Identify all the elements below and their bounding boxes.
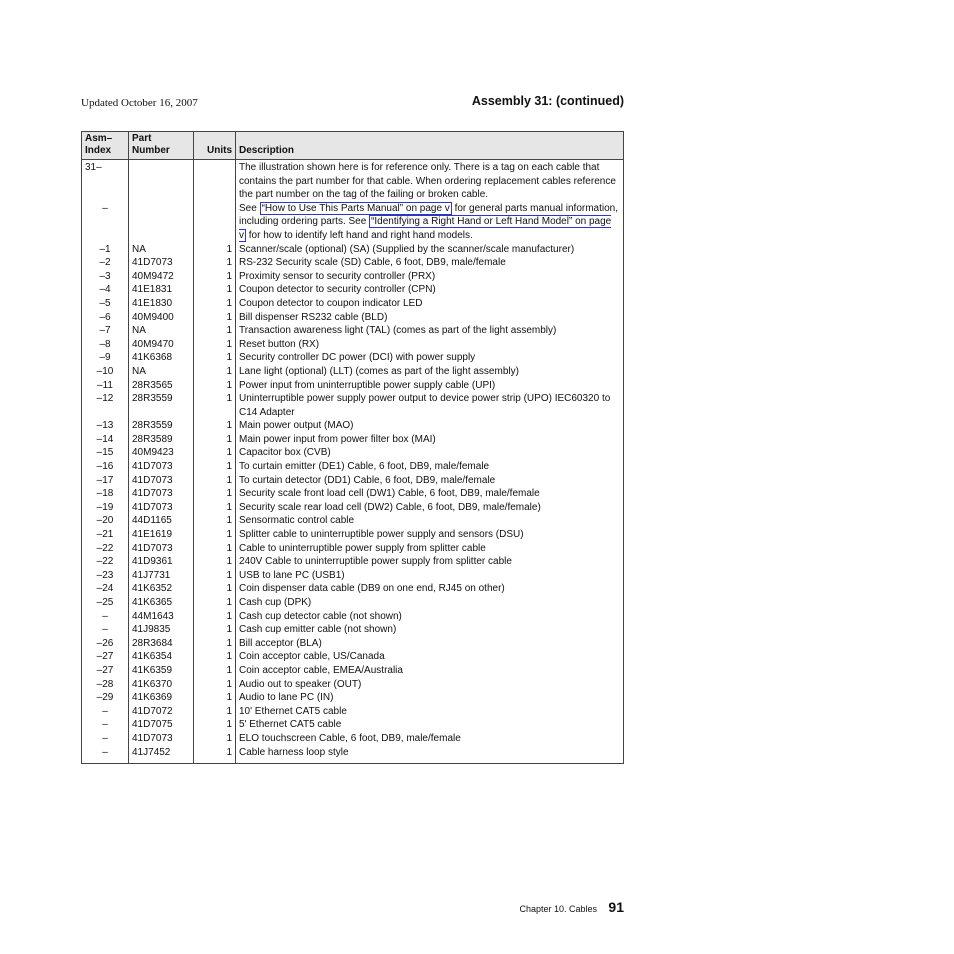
- row-description: To curtain detector (DD1) Cable, 6 foot, DB9, male/female: [236, 474, 624, 488]
- row-index: –12: [82, 392, 129, 419]
- row-units: 1: [194, 596, 236, 610]
- row-units: [194, 160, 236, 202]
- row-units: 1: [194, 311, 236, 325]
- row-description: Coin acceptor cable, US/Canada: [236, 650, 624, 664]
- row-units: 1: [194, 338, 236, 352]
- table-row: [82, 650, 624, 664]
- row-part-number: 41D7073: [129, 542, 194, 556]
- row-units: 1: [194, 474, 236, 488]
- row-description: Coin acceptor cable, EMEA/Australia: [236, 664, 624, 678]
- table-row: [82, 596, 624, 610]
- row-part-number: 41K6352: [129, 582, 194, 596]
- row-description: Power input from uninterruptible power supply cable (UPI): [236, 379, 624, 393]
- row-part-number: 41D7073: [129, 501, 194, 515]
- col-asm-index-line2: Index: [85, 145, 112, 156]
- row-description: RS-232 Security scale (SD) Cable, 6 foot, DB9, male/female: [236, 256, 624, 270]
- row-part-number: 28R3559: [129, 392, 194, 419]
- row-description: Coupon detector to security controller (CPN): [236, 283, 624, 297]
- row-part-number: 41D7072: [129, 705, 194, 719]
- row-part-number: 28R3589: [129, 433, 194, 447]
- row-description: Coin dispenser data cable (DB9 on one end, RJ45 on other): [236, 582, 624, 596]
- row-units: 1: [194, 637, 236, 651]
- row-part-number: NA: [129, 243, 194, 257]
- row-description: Security scale front load cell (DW1) Cable, 6 foot, DB9, male/female: [236, 487, 624, 501]
- row-units: 1: [194, 297, 236, 311]
- table-row: [82, 311, 624, 325]
- row-index: –14: [82, 433, 129, 447]
- table-row: [82, 623, 624, 637]
- row-index: –25: [82, 596, 129, 610]
- row-part-number: 40M9400: [129, 311, 194, 325]
- table-row: [82, 542, 624, 556]
- table-row: [82, 324, 624, 338]
- row-units: 1: [194, 270, 236, 284]
- row-description: Cash cup emitter cable (not shown): [236, 623, 624, 637]
- row-description: [236, 202, 624, 243]
- row-units: 1: [194, 365, 236, 379]
- row-index: –29: [82, 691, 129, 705]
- table-header-row: [82, 132, 624, 160]
- table-row: [82, 582, 624, 596]
- table-row: [82, 732, 624, 746]
- row-units: 1: [194, 718, 236, 732]
- table-row: [82, 433, 624, 447]
- row-part-number: 41D7073: [129, 256, 194, 270]
- row-description: USB to lane PC (USB1): [236, 569, 624, 583]
- table-row: [82, 691, 624, 705]
- row-part-number: 28R3684: [129, 637, 194, 651]
- row-part-number: 44M1643: [129, 610, 194, 624]
- row-units: 1: [194, 691, 236, 705]
- row-part-number: 41K6365: [129, 596, 194, 610]
- link-identifying-model[interactable]: “Identifying a Right Hand or Left Hand Model” on page v: [239, 216, 612, 241]
- col-part-number-line2: Number: [132, 145, 170, 156]
- row-part-number: NA: [129, 324, 194, 338]
- row-part-number: 40M9470: [129, 338, 194, 352]
- row-part-number: 41J7731: [129, 569, 194, 583]
- row-units: 1: [194, 623, 236, 637]
- row-index: –6: [82, 311, 129, 325]
- row-part-number: 28R3559: [129, 419, 194, 433]
- table-row: [82, 664, 624, 678]
- row-part-number: 41D7073: [129, 460, 194, 474]
- table-row: [82, 528, 624, 542]
- table-row: [82, 746, 624, 764]
- row-units: 1: [194, 650, 236, 664]
- row-units: [194, 202, 236, 243]
- row-part-number: 41K6370: [129, 678, 194, 692]
- row-units: 1: [194, 610, 236, 624]
- row-description: Bill dispenser RS232 cable (BLD): [236, 311, 624, 325]
- row-index: –: [82, 610, 129, 624]
- row-description: Uninterruptible power supply power output to device power strip (UPO) IEC60320 to C14 Adapter: [236, 392, 624, 419]
- row-index: –: [82, 202, 129, 243]
- row-index: –: [82, 732, 129, 746]
- row-description: Scanner/scale (optional) (SA) (Supplied by the scanner/scale manufacturer): [236, 243, 624, 257]
- row-description: ELO touchscreen Cable, 6 foot, DB9, male/female: [236, 732, 624, 746]
- table-row: [82, 365, 624, 379]
- row-description: Transaction awareness light (TAL) (comes as part of the light assembly): [236, 324, 624, 338]
- table-row: [82, 487, 624, 501]
- row-units: 1: [194, 528, 236, 542]
- row-description: 5' Ethernet CAT5 cable: [236, 718, 624, 732]
- table-row: [82, 338, 624, 352]
- row-description: Cable harness loop style: [236, 746, 624, 764]
- row-units: 1: [194, 678, 236, 692]
- row-index: –5: [82, 297, 129, 311]
- table-row: [82, 555, 624, 569]
- see-text-pre: See: [239, 202, 260, 214]
- row-part-number: 41J7452: [129, 746, 194, 764]
- table-row: [82, 569, 624, 583]
- row-units: 1: [194, 392, 236, 419]
- table-row: [82, 446, 624, 460]
- row-units: 1: [194, 460, 236, 474]
- row-units: 1: [194, 283, 236, 297]
- table-row: [82, 256, 624, 270]
- col-asm-index-line1: Asm–: [85, 133, 113, 144]
- row-index: –15: [82, 446, 129, 460]
- row-part-number: 41K6368: [129, 351, 194, 365]
- footer-chapter: Chapter 10. Cables: [519, 904, 597, 914]
- row-units: 1: [194, 446, 236, 460]
- table-row-intro: [82, 160, 624, 202]
- row-index: –20: [82, 514, 129, 528]
- table-row: [82, 379, 624, 393]
- col-part-number: [129, 132, 194, 160]
- col-asm-index: [82, 132, 129, 160]
- row-index: –9: [82, 351, 129, 365]
- row-part-number: 41D7075: [129, 718, 194, 732]
- row-units: 1: [194, 746, 236, 764]
- row-part-number: 40M9423: [129, 446, 194, 460]
- row-units: 1: [194, 501, 236, 515]
- table-row: [82, 460, 624, 474]
- row-part-number: 41D7073: [129, 487, 194, 501]
- row-index: –23: [82, 569, 129, 583]
- row-index: –: [82, 705, 129, 719]
- row-units: 1: [194, 487, 236, 501]
- table-row: [82, 283, 624, 297]
- row-index: –1: [82, 243, 129, 257]
- row-units: 1: [194, 514, 236, 528]
- row-units: 1: [194, 351, 236, 365]
- row-index: –2: [82, 256, 129, 270]
- table-row: [82, 610, 624, 624]
- row-description: Cable to uninterruptible power supply from splitter cable: [236, 542, 624, 556]
- row-part-number: 41E1831: [129, 283, 194, 297]
- row-index: –16: [82, 460, 129, 474]
- row-index: –7: [82, 324, 129, 338]
- row-description: Main power input from power filter box (MAI): [236, 433, 624, 447]
- row-index: –3: [82, 270, 129, 284]
- row-description: To curtain emitter (DE1) Cable, 6 foot, DB9, male/female: [236, 460, 624, 474]
- row-part-number: 41K6354: [129, 650, 194, 664]
- assembly-title: Assembly 31: (continued): [471, 94, 624, 108]
- row-description: Audio to lane PC (IN): [236, 691, 624, 705]
- row-index: –21: [82, 528, 129, 542]
- row-index: –24: [82, 582, 129, 596]
- link-how-to-use-manual[interactable]: “How to Use This Parts Manual” on page v: [261, 202, 450, 214]
- row-description: Audio out to speaker (OUT): [236, 678, 624, 692]
- row-units: 1: [194, 256, 236, 270]
- parts-table: [81, 131, 624, 764]
- table-row: [82, 637, 624, 651]
- row-index: –13: [82, 419, 129, 433]
- row-part-number: 41J9835: [129, 623, 194, 637]
- row-units: 1: [194, 379, 236, 393]
- row-description: Lane light (optional) (LLT) (comes as part of the light assembly): [236, 365, 624, 379]
- see-text-mid: for general parts manual information, including ordering parts. See: [239, 202, 619, 228]
- row-description: Sensormatic control cable: [236, 514, 624, 528]
- row-part-number: 41D7073: [129, 474, 194, 488]
- row-index: –: [82, 718, 129, 732]
- row-index: –27: [82, 650, 129, 664]
- row-index: –22: [82, 542, 129, 556]
- row-index: –: [82, 623, 129, 637]
- row-part-number: 41E1619: [129, 528, 194, 542]
- row-index: –19: [82, 501, 129, 515]
- row-index: –22: [82, 555, 129, 569]
- row-part-number: NA: [129, 365, 194, 379]
- table-row: [82, 678, 624, 692]
- row-part-number: 41D7073: [129, 732, 194, 746]
- table-row: [82, 270, 624, 284]
- row-description: Cash cup (DPK): [236, 596, 624, 610]
- row-description: Bill acceptor (BLA): [236, 637, 624, 651]
- row-part-number: 41K6369: [129, 691, 194, 705]
- row-part-number: [129, 160, 194, 202]
- row-description: Reset button (RX): [236, 338, 624, 352]
- table-row: [82, 351, 624, 365]
- row-units: 1: [194, 542, 236, 556]
- row-index: –27: [82, 664, 129, 678]
- row-description: Cash cup detector cable (not shown): [236, 610, 624, 624]
- row-part-number: 40M9472: [129, 270, 194, 284]
- row-units: 1: [194, 569, 236, 583]
- row-index: –17: [82, 474, 129, 488]
- row-description: Coupon detector to coupon indicator LED: [236, 297, 624, 311]
- row-units: 1: [194, 582, 236, 596]
- row-index: –: [82, 746, 129, 764]
- updated-date: Updated October 16, 2007: [81, 97, 198, 109]
- row-part-number: 41E1830: [129, 297, 194, 311]
- row-description: Security scale rear load cell (DW2) Cable, 6 foot, DB9, male/female): [236, 501, 624, 515]
- row-units: 1: [194, 732, 236, 746]
- see-text-post: for how to identify left hand and right hand models.: [246, 229, 473, 241]
- row-description: The illustration shown here is for reference only. There is a tag on each cable that contains the part number for that cable. When ordering replacement cables reference the part number on the tag of the failing or broken cable.: [236, 160, 624, 202]
- row-description: 240V Cable to uninterruptible power supply from splitter cable: [236, 555, 624, 569]
- row-units: 1: [194, 419, 236, 433]
- row-units: 1: [194, 324, 236, 338]
- row-index: –28: [82, 678, 129, 692]
- col-part-number-line1: Part: [132, 133, 152, 144]
- row-part-number: 44D1165: [129, 514, 194, 528]
- row-description: 10' Ethernet CAT5 cable: [236, 705, 624, 719]
- row-index: –26: [82, 637, 129, 651]
- table-row-see: [82, 202, 624, 243]
- row-description: Splitter cable to uninterruptible power supply and sensors (DSU): [236, 528, 624, 542]
- row-description: Proximity sensor to security controller (PRX): [236, 270, 624, 284]
- row-units: 1: [194, 705, 236, 719]
- row-index: –8: [82, 338, 129, 352]
- row-description: Main power output (MAO): [236, 419, 624, 433]
- row-part-number: 41D9361: [129, 555, 194, 569]
- page-number: 91: [608, 899, 624, 915]
- row-part-number: 28R3565: [129, 379, 194, 393]
- row-part-number: 41K6359: [129, 664, 194, 678]
- row-index: –10: [82, 365, 129, 379]
- row-description: Security controller DC power (DCI) with power supply: [236, 351, 624, 365]
- row-index: –18: [82, 487, 129, 501]
- row-index: –4: [82, 283, 129, 297]
- table-row: [82, 392, 624, 419]
- row-index: –11: [82, 379, 129, 393]
- table-row: [82, 419, 624, 433]
- table-row: [82, 705, 624, 719]
- col-description: Description: [236, 132, 624, 160]
- row-units: 1: [194, 243, 236, 257]
- table-row: [82, 243, 624, 257]
- row-part-number: [129, 202, 194, 243]
- table-row: [82, 297, 624, 311]
- row-units: 1: [194, 555, 236, 569]
- col-units: Units: [194, 132, 236, 160]
- table-row: [82, 501, 624, 515]
- row-units: 1: [194, 433, 236, 447]
- table-row: [82, 474, 624, 488]
- row-units: 1: [194, 664, 236, 678]
- table-row: [82, 514, 624, 528]
- row-index: 31–: [82, 160, 129, 202]
- table-row: [82, 718, 624, 732]
- row-description: Capacitor box (CVB): [236, 446, 624, 460]
